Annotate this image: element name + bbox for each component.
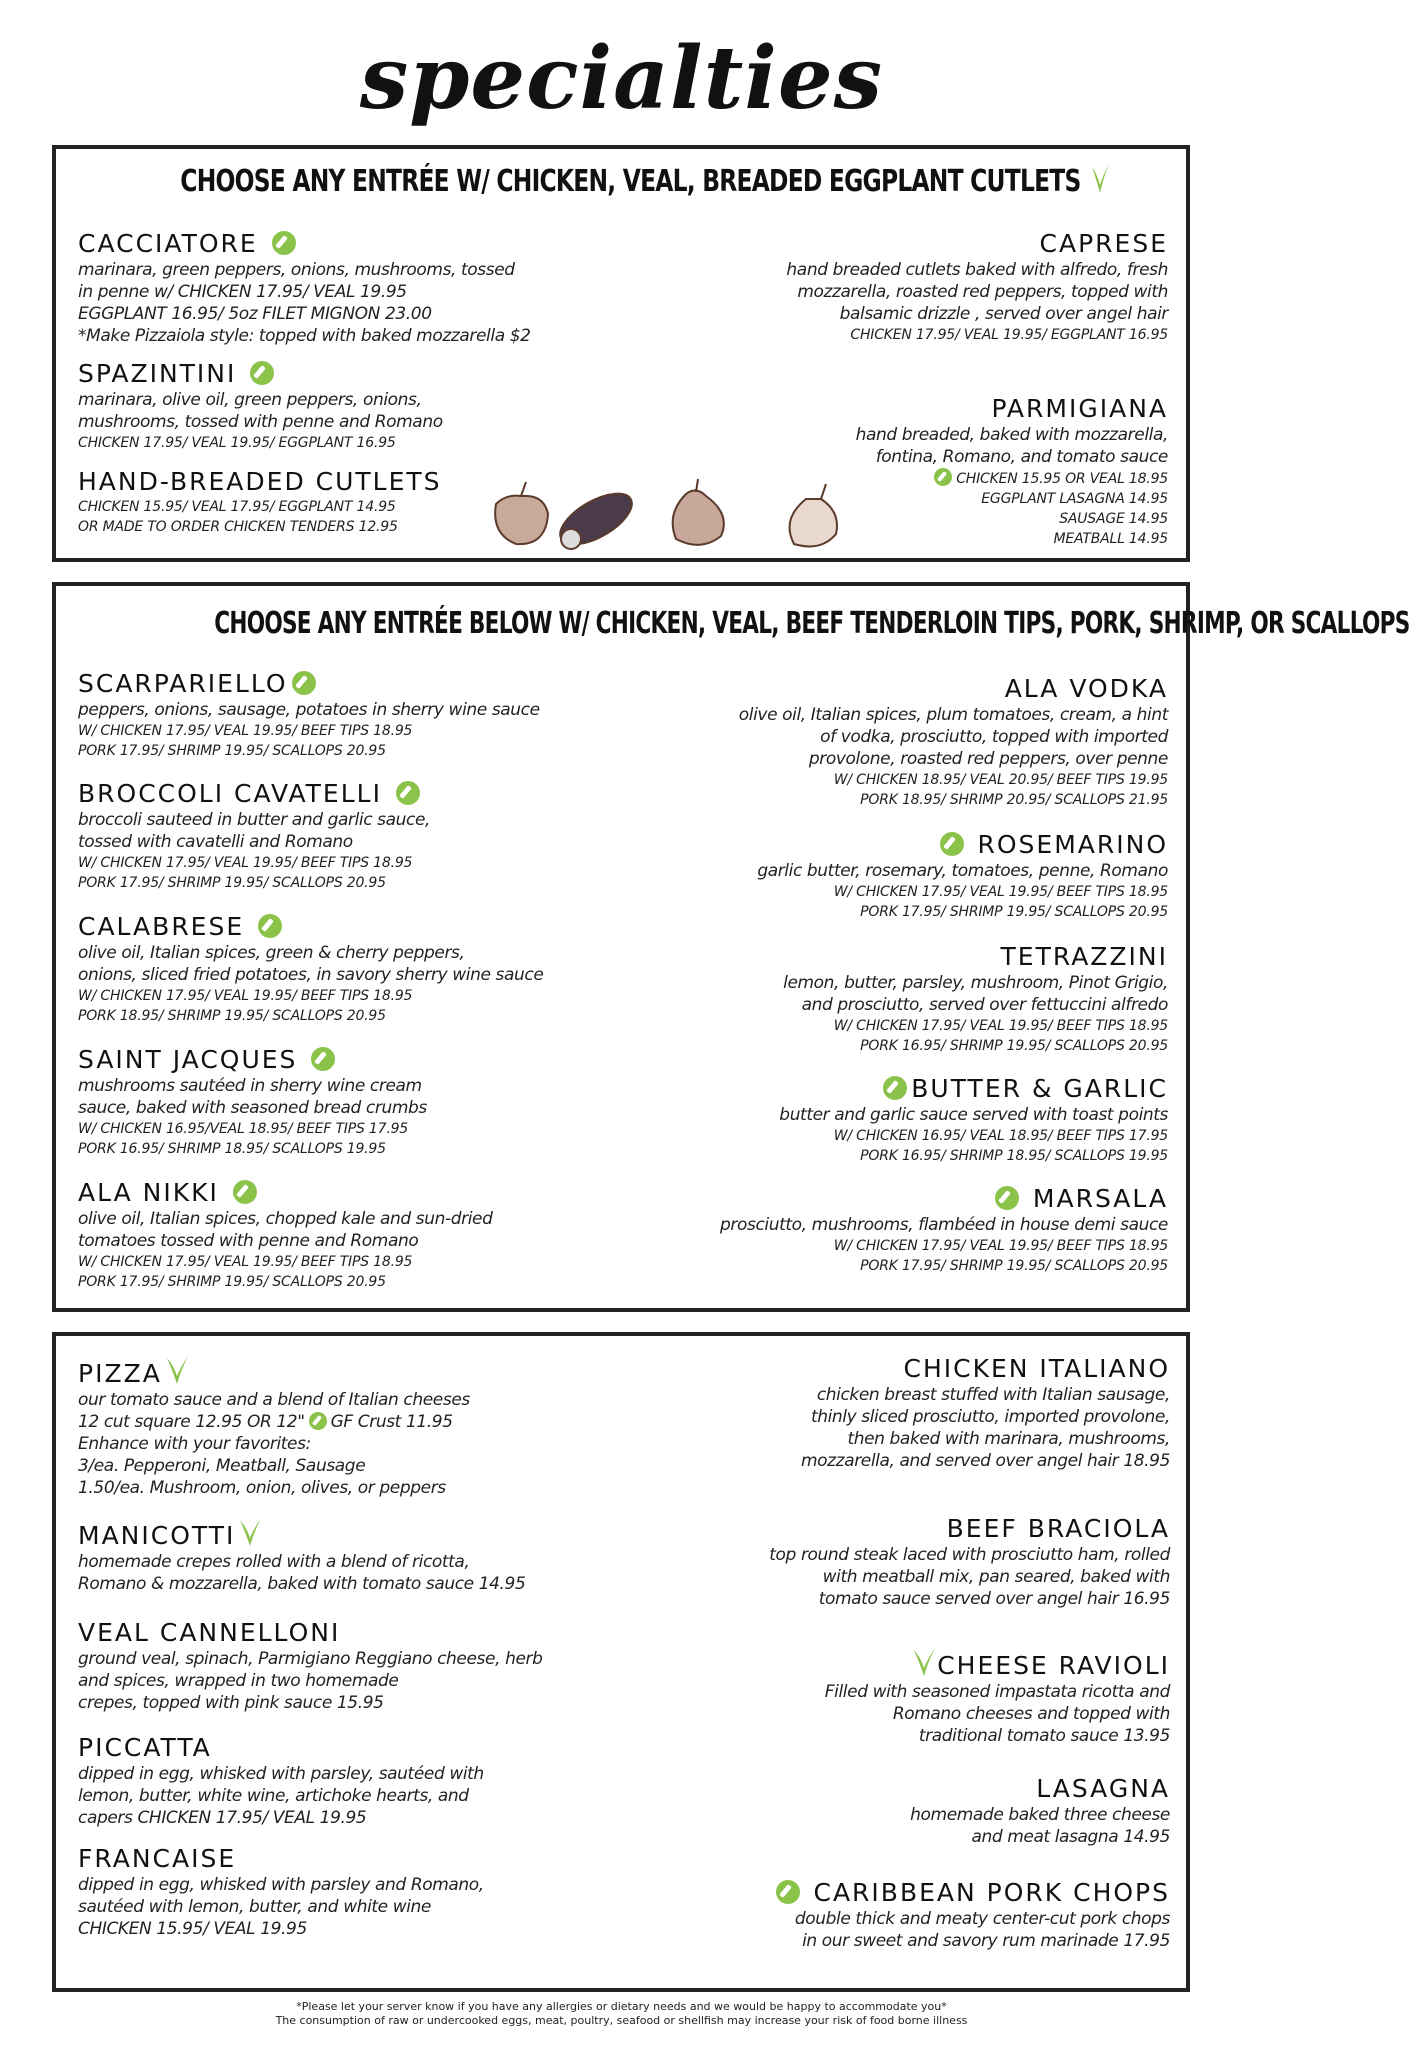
page-title: specialties [359,28,884,129]
gluten-free-icon [776,1880,800,1904]
item-parmigiana: PARMIGIANA hand breaded, baked with mozzarella, fontina, Romano, and tomato sauce CHICKEN 15.95 OR VEAL 18.95 EGGPLANT LASAGNA 14.95 SAUSAGE 14.95 MEATBALL 14.95 [855,394,1168,547]
gluten-free-icon [883,1076,907,1100]
vegetarian-icon [164,1354,190,1388]
item-cheese-ravioli: CHEESE RAVIOLI Filled with seasoned impastata ricotta and Romano cheeses and topped with traditional tomato sauce 13.95 [670,1646,1170,1747]
item-cacciatore: CACCIATORE marinara, green peppers, onions, mushrooms, tossed in penne w/ CHICKEN 17.95/ VEAL 19.95 EGGPLANT 16.95/ 5oz FILET MIGNON 23.00 *Make Pizzaiola style: topped with baked mozzarella $2 [78,229,531,346]
section1-header: CHOOSE ANY ENTRÉE W/ CHICKEN, VEAL, BREADED EGGPLANT CUTLETS [180,163,1061,199]
vegetarian-icon [1089,163,1109,197]
section-house-specialties [52,1332,1190,1992]
gluten-free-icon [233,1180,257,1204]
item-chicken-italiano: CHICKEN ITALIANO chicken breast stuffed with Italian sausage, thinly sliced prosciutto, imported provolone, then baked with marinara, mushrooms, mozzarella, and served over angel hair 18.95 [800,1354,1170,1471]
consumption-warning: The consumption of raw or undercooked eggs, meat, poultry, seafood or shellfish may increase your risk of food borne illness [275,2014,968,2027]
item-scarpariello: SCARPARIELLO peppers, onions, sausage, potatoes in sherry wine sauce W/ CHICKEN 17.95/ VEAL 19.95/ BEEF TIPS 18.95 PORK 17.95/ SHRIMP 19.95/ SCALLOPS 20.95 [78,669,540,759]
item-marsala: MARSALA prosciutto, mushrooms, flambéed in house demi sauce W/ CHICKEN 17.95/ VEAL 19.95/ BEEF TIPS 18.95 PORK 17.95/ SHRIMP 19.95/ SCALLOPS 20.95 [720,1184,1168,1274]
item-ala-vodka: ALA VODKA olive oil, Italian spices, plum tomatoes, cream, a hint of vodka, prosciutto, topped with imported provolone, roasted red peppers, over penne W/ CHICKEN 18.95/ VEAL 20.95/ BEEF TIPS 19.95 PORK 18.95/ SHRIMP 20.95/ SCALLOPS 21.95 [738,674,1168,808]
gluten-free-icon [311,1047,335,1071]
item-butter-garlic: BUTTER & GARLIC butter and garlic sauce served with toast points W/ CHICKEN 16.95/ VEAL 18.95/ BEEF TIPS 17.95 PORK 16.95/ SHRIMP 18.95/ SCALLOPS 19.95 [779,1074,1168,1164]
section-choose-protein [52,582,1410,1312]
gluten-free-icon [934,468,952,486]
section2-header: CHOOSE ANY ENTRÉE BELOW W/ CHICKEN, VEAL, BEEF TENDERLOIN TIPS, PORK, SHRIMP, OR SCALLOPS [214,606,1410,641]
item-ala-nikki: ALA NIKKI olive oil, Italian spices, chopped kale and sun-dried tomatoes tossed with penne and Romano W/ CHICKEN 17.95/ VEAL 19.95/ BEEF TIPS 18.95 PORK 17.95/ SHRIMP 19.95/ SCALLOPS 20.95 [78,1178,493,1290]
gluten-free-icon [995,1186,1019,1210]
item-piccatta: PICCATTA dipped in egg, whisked with parsley, sautéed with lemon, butter, white wine, artichoke hearts, and capers CHICKEN 17.95/ VEAL 19.95 [78,1733,484,1828]
item-caribbean-pork-chops: CARIBBEAN PORK CHOPS double thick and meaty center-cut pork chops in our sweet and savory rum marinade 17.95 [670,1878,1170,1952]
item-calabrese: CALABRESE olive oil, Italian spices, green & cherry peppers, onions, sliced fried potatoes, in savory sherry wine sauce W/ CHICKEN 17.95/ VEAL 19.95/ BEEF TIPS 18.95 PORK 18.95/ SHRIMP 19.95/ SCALLOPS 20.95 [78,912,544,1024]
vegetarian-icon [237,1516,263,1550]
item-hand-breaded-cutlets: HAND-BREADED CUTLETS CHICKEN 15.95/ VEAL 17.95/ EGGPLANT 14.95 OR MADE TO ORDER CHICKEN TENDERS 12.95 [78,467,442,535]
item-beef-braciola: BEEF BRACIOLA top round steak laced with prosciutto ham, rolled with meatball mix, pan seared, baked with tomato sauce served over angel hair 16.95 [769,1514,1170,1609]
item-broccoli-cavatelli: BROCCOLI CAVATELLI broccoli sauteed in butter and garlic sauce, tossed with cavatelli and Romano W/ CHICKEN 17.95/ VEAL 19.95/ BEEF TIPS 18.95 PORK 17.95/ SHRIMP 19.95/ SCALLOPS 20.95 [78,779,431,891]
item-manicotti: MANICOTTI homemade crepes rolled with a blend of ricotta, Romano & mozzarella, baked with tomato sauce 14.95 [78,1516,578,1595]
gluten-free-icon [258,914,282,938]
section-chicken-veal-eggplant [52,145,1190,562]
gluten-free-icon [396,781,420,805]
item-tetrazzini: TETRAZZINI lemon, butter, parsley, mushroom, Pinot Grigio, and prosciutto, served over fettuccini alfredo W/ CHICKEN 17.95/ VEAL 19.95/ BEEF TIPS 18.95 PORK 16.95/ SHRIMP 19.95/ SCALLOPS 20.95 [783,942,1168,1054]
item-lasagna: LASAGNA homemade baked three cheese and meat lasagna 14.95 [910,1774,1170,1847]
item-saint-jacques: SAINT JACQUES mushrooms sautéed in sherry wine cream sauce, baked with seasoned bread crumbs W/ CHICKEN 16.95/VEAL 18.95/ BEEF TIPS 17.95 PORK 16.95/ SHRIMP 18.95/ SCALLOPS 19.95 [78,1045,427,1157]
gluten-free-icon [940,832,964,856]
vegetarian-icon [911,1646,937,1680]
item-caprese: CAPRESE hand breaded cutlets baked with alfredo, fresh mozzarella, roasted red peppers, topped with balsamic drizzle , served over angel hair CHICKEN 17.95/ VEAL 19.95/ EGGPLANT 16.95 [786,229,1168,343]
allergy-note: *Please let your server know if you have any allergies or dietary needs and we would be happy to accommodate you* [296,2000,947,2013]
item-pizza: PIZZA our tomato sauce and a blend of Italian cheeses 12 cut square 12.95 OR 12" GF Crust 11.95 Enhance with your favorites: 3/ea. Pepperoni, Meatball, Sausage 1.50/ea. Mushroom, onion, olives, or peppers [78,1354,578,1499]
gluten-free-icon [309,1412,327,1430]
footer-disclaimer [0,2000,1243,2028]
item-francaise: FRANCAISE dipped in egg, whisked with parsley and Romano, sautéed with lemon, butter, and white wine CHICKEN 15.95/ VEAL 19.95 [78,1844,484,1939]
item-rosemarino: ROSEMARINO garlic butter, rosemary, tomatoes, penne, Romano W/ CHICKEN 17.95/ VEAL 19.95/ BEEF TIPS 18.95 PORK 17.95/ SHRIMP 19.95/ SCALLOPS 20.95 [757,830,1168,920]
gluten-free-icon [292,671,316,695]
item-spazintini: SPAZINTINI marinara, olive oil, green peppers, onions, mushrooms, tossed with penne and Romano CHICKEN 17.95/ VEAL 19.95/ EGGPLANT 16.95 [78,359,443,451]
gluten-free-icon [250,361,274,385]
item-veal-cannelloni: VEAL CANNELLONI ground veal, spinach, Parmigiano Reggiano cheese, herb and spices, wrapped in two homemade crepes, topped with pink sauce 15.95 [78,1618,543,1713]
gluten-free-icon [272,231,296,255]
